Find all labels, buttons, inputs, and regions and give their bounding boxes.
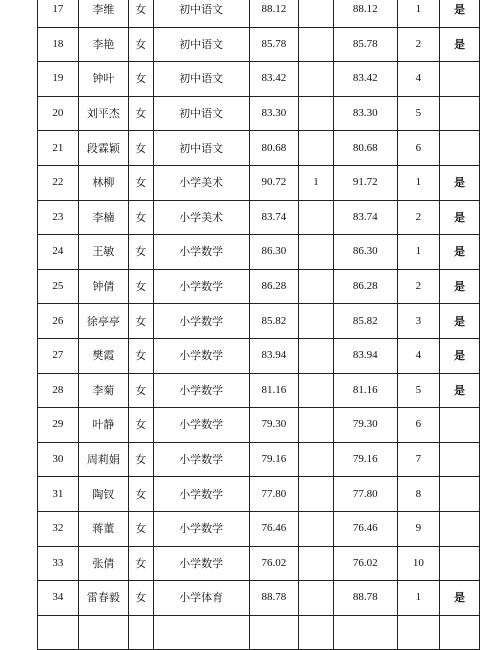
- total-score: 91.72: [333, 165, 397, 200]
- position-subject: 小学美术: [153, 165, 249, 200]
- table-row: [38, 546, 480, 581]
- candidate-name: 钟倩: [78, 269, 128, 304]
- table-row: [38, 96, 480, 131]
- row-number: 21: [38, 131, 79, 166]
- total-score: 85.78: [333, 27, 397, 62]
- candidate-name: 雷春毅: [78, 581, 128, 616]
- position-subject: 小学数学: [153, 546, 249, 581]
- row-number: 30: [38, 442, 79, 477]
- exam-score: 85.78: [249, 27, 298, 62]
- rank: 6: [397, 408, 440, 443]
- selected-flag: 是: [440, 373, 480, 408]
- candidate-sex: 女: [128, 442, 153, 477]
- rank: 3: [397, 304, 440, 339]
- selected-flag: [440, 62, 480, 97]
- candidate-sex: 女: [128, 62, 153, 97]
- bonus-points: [299, 442, 334, 477]
- bonus-points: [299, 269, 334, 304]
- row-number: 25: [38, 269, 79, 304]
- row-number: 31: [38, 477, 79, 512]
- position-subject: 小学数学: [153, 442, 249, 477]
- row-number: 23: [38, 200, 79, 235]
- bonus-points: [299, 304, 334, 339]
- total-score: 79.30: [333, 408, 397, 443]
- candidate-sex: 女: [128, 408, 153, 443]
- bonus-points: [299, 477, 334, 512]
- position-subject: 小学数学: [153, 235, 249, 270]
- total-score: 86.30: [333, 235, 397, 270]
- selected-flag: 是: [440, 235, 480, 270]
- total-score: 81.16: [333, 373, 397, 408]
- total-score: 79.16: [333, 442, 397, 477]
- selected-flag: 是: [440, 581, 480, 616]
- candidate-sex: [128, 615, 153, 650]
- candidate-name: 蒋董: [78, 511, 128, 546]
- exam-score: 76.02: [249, 546, 298, 581]
- row-number: 29: [38, 408, 79, 443]
- selected-flag: 是: [440, 338, 480, 373]
- rank: 4: [397, 62, 440, 97]
- candidate-sex: 女: [128, 304, 153, 339]
- candidate-name: 林柳: [78, 165, 128, 200]
- row-number: 24: [38, 235, 79, 270]
- position-subject: 小学数学: [153, 373, 249, 408]
- candidate-name: 樊霞: [78, 338, 128, 373]
- exam-score: 85.82: [249, 304, 298, 339]
- row-number: 20: [38, 96, 79, 131]
- table-row: [38, 200, 480, 235]
- position-subject: 小学数学: [153, 408, 249, 443]
- bonus-points: [299, 96, 334, 131]
- position-subject: 初中语文: [153, 96, 249, 131]
- position-subject: 小学数学: [153, 511, 249, 546]
- table-row: [38, 408, 480, 443]
- candidate-name: 陶钗: [78, 477, 128, 512]
- rank: 2: [397, 200, 440, 235]
- candidate-name: 徐亭亭: [78, 304, 128, 339]
- row-number: [38, 615, 79, 650]
- selected-flag: 是: [440, 200, 480, 235]
- candidate-name: 王敏: [78, 235, 128, 270]
- position-subject: [153, 615, 249, 650]
- candidate-name: 李楠: [78, 200, 128, 235]
- candidate-name: 张倩: [78, 546, 128, 581]
- total-score: 80.68: [333, 131, 397, 166]
- rank: 5: [397, 373, 440, 408]
- candidate-sex: 女: [128, 269, 153, 304]
- candidate-sex: 女: [128, 477, 153, 512]
- exam-score: 81.16: [249, 373, 298, 408]
- candidate-sex: 女: [128, 200, 153, 235]
- rank: 7: [397, 442, 440, 477]
- candidate-name: 周莉娟: [78, 442, 128, 477]
- position-subject: 小学数学: [153, 304, 249, 339]
- bonus-points: [299, 62, 334, 97]
- table-row: [38, 235, 480, 270]
- bonus-points: [299, 373, 334, 408]
- position-subject: 初中语文: [153, 27, 249, 62]
- total-score: 77.80: [333, 477, 397, 512]
- rank: 1: [397, 235, 440, 270]
- rank: 8: [397, 477, 440, 512]
- candidate-name: 段霖颖: [78, 131, 128, 166]
- exam-score: 79.16: [249, 442, 298, 477]
- selected-flag: 是: [440, 269, 480, 304]
- bonus-points: [299, 546, 334, 581]
- candidate-sex: 女: [128, 131, 153, 166]
- table-row: [38, 511, 480, 546]
- row-number: 32: [38, 511, 79, 546]
- rank: 4: [397, 338, 440, 373]
- exam-score: 83.94: [249, 338, 298, 373]
- table-row: [38, 338, 480, 373]
- rank: 1: [397, 165, 440, 200]
- bonus-points: [299, 511, 334, 546]
- total-score: 83.74: [333, 200, 397, 235]
- candidate-sex: 女: [128, 373, 153, 408]
- selected-flag: 是: [440, 27, 480, 62]
- table-row: [38, 131, 480, 166]
- table-row: [38, 165, 480, 200]
- candidate-name: 钟叶: [78, 62, 128, 97]
- candidate-name: 李维: [78, 0, 128, 27]
- candidate-name: [78, 615, 128, 650]
- selected-flag: 是: [440, 0, 480, 27]
- table-row: [38, 304, 480, 339]
- row-number: 17: [38, 0, 79, 27]
- total-score: [333, 615, 397, 650]
- row-number: 18: [38, 27, 79, 62]
- exam-score: [249, 615, 298, 650]
- table-row: [38, 615, 480, 650]
- exam-score: 80.68: [249, 131, 298, 166]
- table-body: [38, 0, 480, 650]
- bonus-points: [299, 0, 334, 27]
- candidate-name: 李艳: [78, 27, 128, 62]
- total-score: 88.12: [333, 0, 397, 27]
- row-number: 33: [38, 546, 79, 581]
- exam-score: 86.30: [249, 235, 298, 270]
- position-subject: 初中语文: [153, 0, 249, 27]
- selected-flag: 是: [440, 165, 480, 200]
- selected-flag: [440, 96, 480, 131]
- total-score: 83.30: [333, 96, 397, 131]
- candidate-sex: 女: [128, 235, 153, 270]
- rank: 6: [397, 131, 440, 166]
- bonus-points: 1: [299, 165, 334, 200]
- table-row: [38, 0, 480, 27]
- row-number: 34: [38, 581, 79, 616]
- candidate-sex: 女: [128, 338, 153, 373]
- position-subject: 初中语文: [153, 62, 249, 97]
- exam-score: 83.74: [249, 200, 298, 235]
- total-score: 83.94: [333, 338, 397, 373]
- results-table: [37, 0, 480, 650]
- position-subject: 初中语文: [153, 131, 249, 166]
- exam-score: 86.28: [249, 269, 298, 304]
- rank: 5: [397, 96, 440, 131]
- exam-score: 88.78: [249, 581, 298, 616]
- position-subject: 小学体育: [153, 581, 249, 616]
- bonus-points: [299, 408, 334, 443]
- row-number: 19: [38, 62, 79, 97]
- candidate-sex: 女: [128, 27, 153, 62]
- exam-score: 90.72: [249, 165, 298, 200]
- position-subject: 小学数学: [153, 477, 249, 512]
- selected-flag: [440, 442, 480, 477]
- candidate-sex: 女: [128, 581, 153, 616]
- exam-score: 88.12: [249, 0, 298, 27]
- candidate-sex: 女: [128, 96, 153, 131]
- rank: 1: [397, 581, 440, 616]
- bonus-points: [299, 131, 334, 166]
- table-row: [38, 442, 480, 477]
- candidate-sex: 女: [128, 546, 153, 581]
- table-row: [38, 27, 480, 62]
- exam-score: 77.80: [249, 477, 298, 512]
- rank: [397, 615, 440, 650]
- exam-score: 76.46: [249, 511, 298, 546]
- bonus-points: [299, 581, 334, 616]
- selected-flag: [440, 615, 480, 650]
- bonus-points: [299, 27, 334, 62]
- candidate-sex: 女: [128, 165, 153, 200]
- row-number: 27: [38, 338, 79, 373]
- position-subject: 小学美术: [153, 200, 249, 235]
- candidate-name: 叶静: [78, 408, 128, 443]
- total-score: 86.28: [333, 269, 397, 304]
- exam-score: 79.30: [249, 408, 298, 443]
- rank: 2: [397, 27, 440, 62]
- position-subject: 小学数学: [153, 338, 249, 373]
- table-row: [38, 269, 480, 304]
- selected-flag: [440, 131, 480, 166]
- row-number: 28: [38, 373, 79, 408]
- selected-flag: [440, 477, 480, 512]
- table-row: [38, 581, 480, 616]
- rank: 10: [397, 546, 440, 581]
- bonus-points: [299, 615, 334, 650]
- table-row: [38, 373, 480, 408]
- total-score: 76.46: [333, 511, 397, 546]
- candidate-name: 李菊: [78, 373, 128, 408]
- bonus-points: [299, 338, 334, 373]
- position-subject: 小学数学: [153, 269, 249, 304]
- total-score: 83.42: [333, 62, 397, 97]
- row-number: 22: [38, 165, 79, 200]
- table-row: [38, 477, 480, 512]
- table-row: [38, 62, 480, 97]
- total-score: 85.82: [333, 304, 397, 339]
- rank: 9: [397, 511, 440, 546]
- selected-flag: 是: [440, 304, 480, 339]
- exam-score: 83.30: [249, 96, 298, 131]
- candidate-sex: 女: [128, 0, 153, 27]
- selected-flag: [440, 408, 480, 443]
- selected-flag: [440, 546, 480, 581]
- exam-score: 83.42: [249, 62, 298, 97]
- total-score: 76.02: [333, 546, 397, 581]
- candidate-name: 刘平杰: [78, 96, 128, 131]
- rank: 1: [397, 0, 440, 27]
- rank: 2: [397, 269, 440, 304]
- row-number: 26: [38, 304, 79, 339]
- total-score: 88.78: [333, 581, 397, 616]
- bonus-points: [299, 200, 334, 235]
- bonus-points: [299, 235, 334, 270]
- selected-flag: [440, 511, 480, 546]
- candidate-sex: 女: [128, 511, 153, 546]
